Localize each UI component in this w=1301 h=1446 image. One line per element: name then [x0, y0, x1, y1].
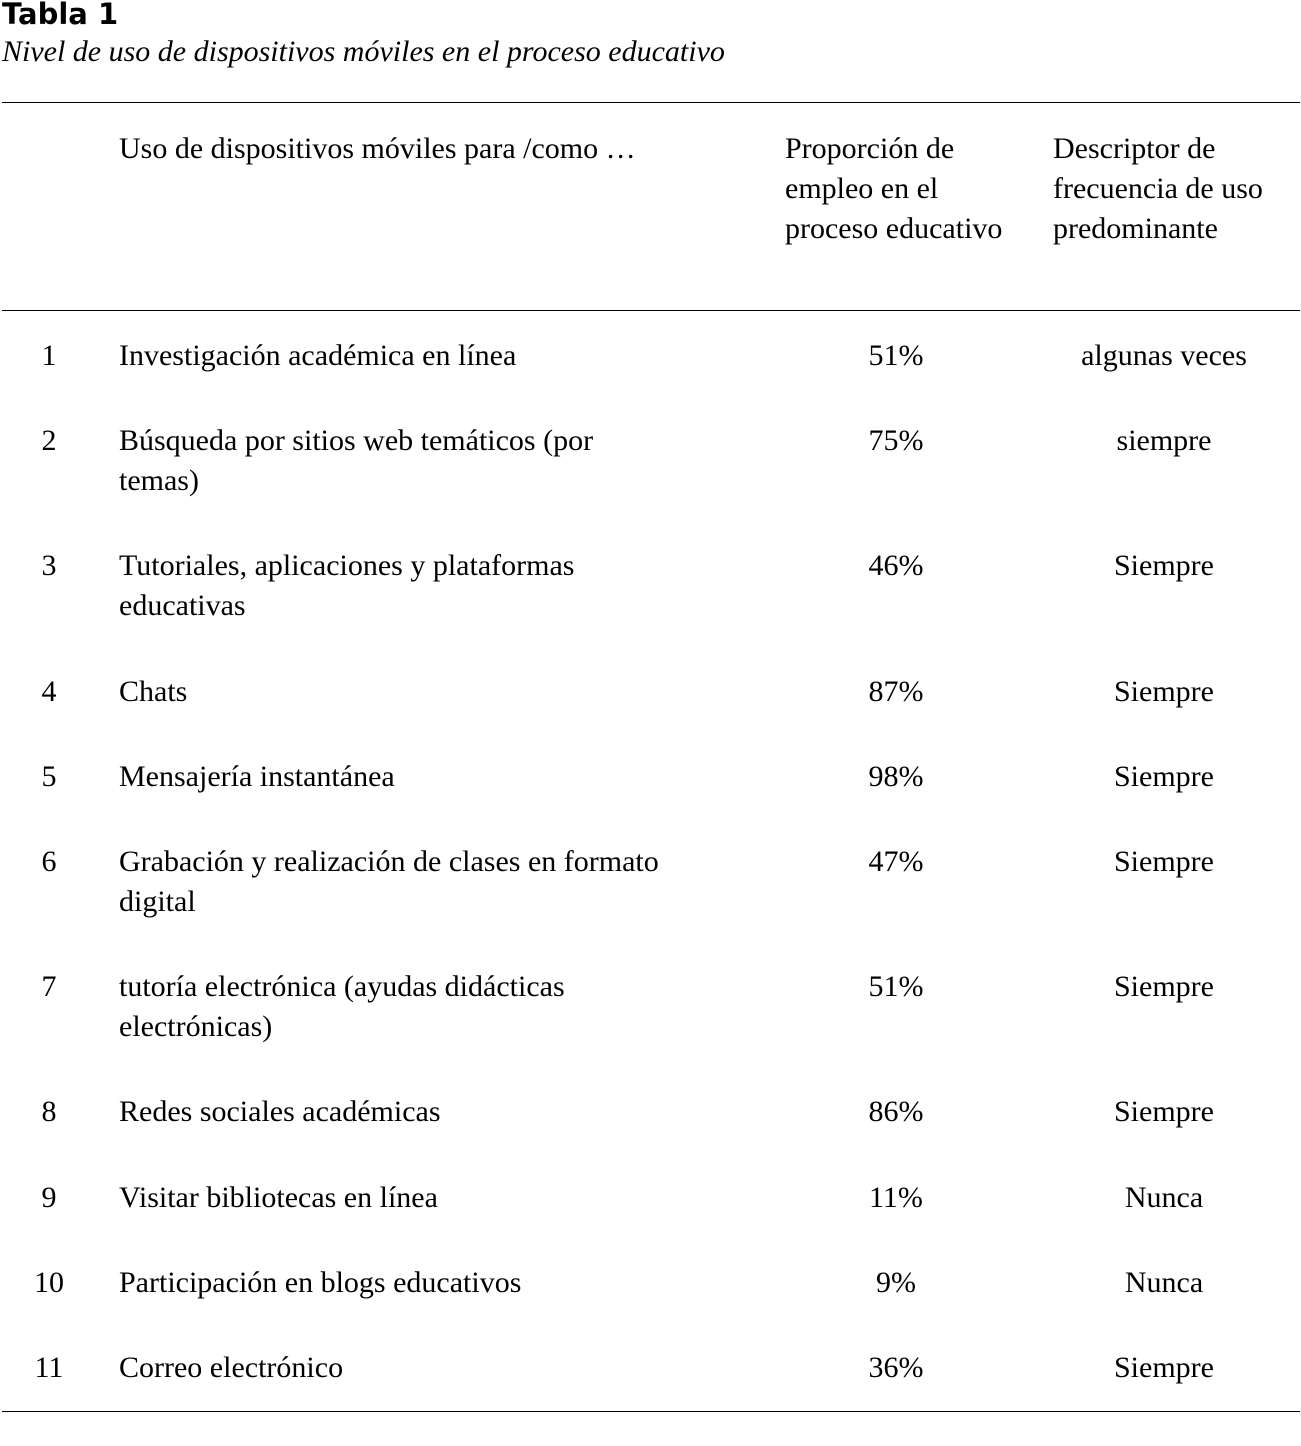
- row-use: Redes sociales académicas: [119, 1095, 441, 1128]
- row-number: 2: [41, 424, 57, 457]
- row-number: 5: [41, 760, 57, 793]
- row-number: 11: [34, 1351, 64, 1384]
- row-use: Chats: [119, 675, 188, 708]
- table-label: Tabla 1: [2, 0, 119, 31]
- row-number: 10: [34, 1266, 64, 1299]
- row-descriptor: Siempre: [1114, 845, 1214, 878]
- row-proportion: 87%: [868, 675, 924, 708]
- row-use: Visitar bibliotecas en línea: [119, 1181, 438, 1214]
- row-descriptor: Siempre: [1114, 549, 1214, 582]
- row-descriptor: Siempre: [1114, 760, 1214, 793]
- row-descriptor: algunas veces: [1081, 339, 1247, 372]
- row-proportion: 47%: [868, 845, 924, 878]
- row-use: Grabación y realización de clases en formato digital: [119, 845, 659, 918]
- header-use: Uso de dispositivos móviles para /como …: [119, 132, 636, 165]
- row-proportion: 36%: [868, 1351, 924, 1384]
- row-descriptor: Siempre: [1114, 1351, 1214, 1384]
- header-descriptor: Descriptor de frecuencia de uso predominante: [1053, 132, 1263, 245]
- row-proportion: 9%: [876, 1266, 916, 1299]
- row-number: 7: [41, 970, 57, 1003]
- row-number: 8: [41, 1095, 57, 1128]
- row-descriptor: Siempre: [1114, 675, 1214, 708]
- table-bottom-rule: [2, 1411, 1300, 1412]
- table-header-rule: [2, 310, 1300, 311]
- row-use: Participación en blogs educativos: [119, 1266, 522, 1299]
- row-use: Correo electrónico: [119, 1351, 344, 1384]
- row-use: Búsqueda por sitios web temáticos (por temas): [119, 424, 594, 497]
- row-proportion: 75%: [868, 424, 924, 457]
- row-number: 1: [41, 339, 57, 372]
- row-descriptor: Siempre: [1114, 970, 1214, 1003]
- row-proportion: 98%: [868, 760, 924, 793]
- row-number: 4: [41, 675, 57, 708]
- header-proportion: Proporción de empleo en el proceso educativo: [785, 132, 1003, 245]
- table-top-rule: [2, 102, 1300, 103]
- row-proportion: 86%: [868, 1095, 924, 1128]
- row-descriptor: Nunca: [1124, 1266, 1204, 1299]
- row-proportion: 51%: [868, 970, 924, 1003]
- row-use: Tutoriales, aplicaciones y plataformas educativas: [119, 549, 575, 622]
- row-use: Mensajería instantánea: [119, 760, 395, 793]
- row-descriptor: siempre: [1116, 424, 1212, 457]
- row-proportion: 11%: [869, 1181, 923, 1214]
- row-number: 3: [41, 549, 57, 582]
- table-caption: Nivel de uso de dispositivos móviles en el proceso educativo: [2, 35, 725, 68]
- row-descriptor: Siempre: [1114, 1095, 1214, 1128]
- row-proportion: 51%: [868, 339, 924, 372]
- row-proportion: 46%: [868, 549, 924, 582]
- row-descriptor: Nunca: [1124, 1181, 1204, 1214]
- row-use: tutoría electrónica (ayudas didácticas electrónicas): [119, 970, 565, 1043]
- row-number: 6: [41, 845, 57, 878]
- row-use: Investigación académica en línea: [119, 339, 517, 372]
- row-number: 9: [41, 1181, 57, 1214]
